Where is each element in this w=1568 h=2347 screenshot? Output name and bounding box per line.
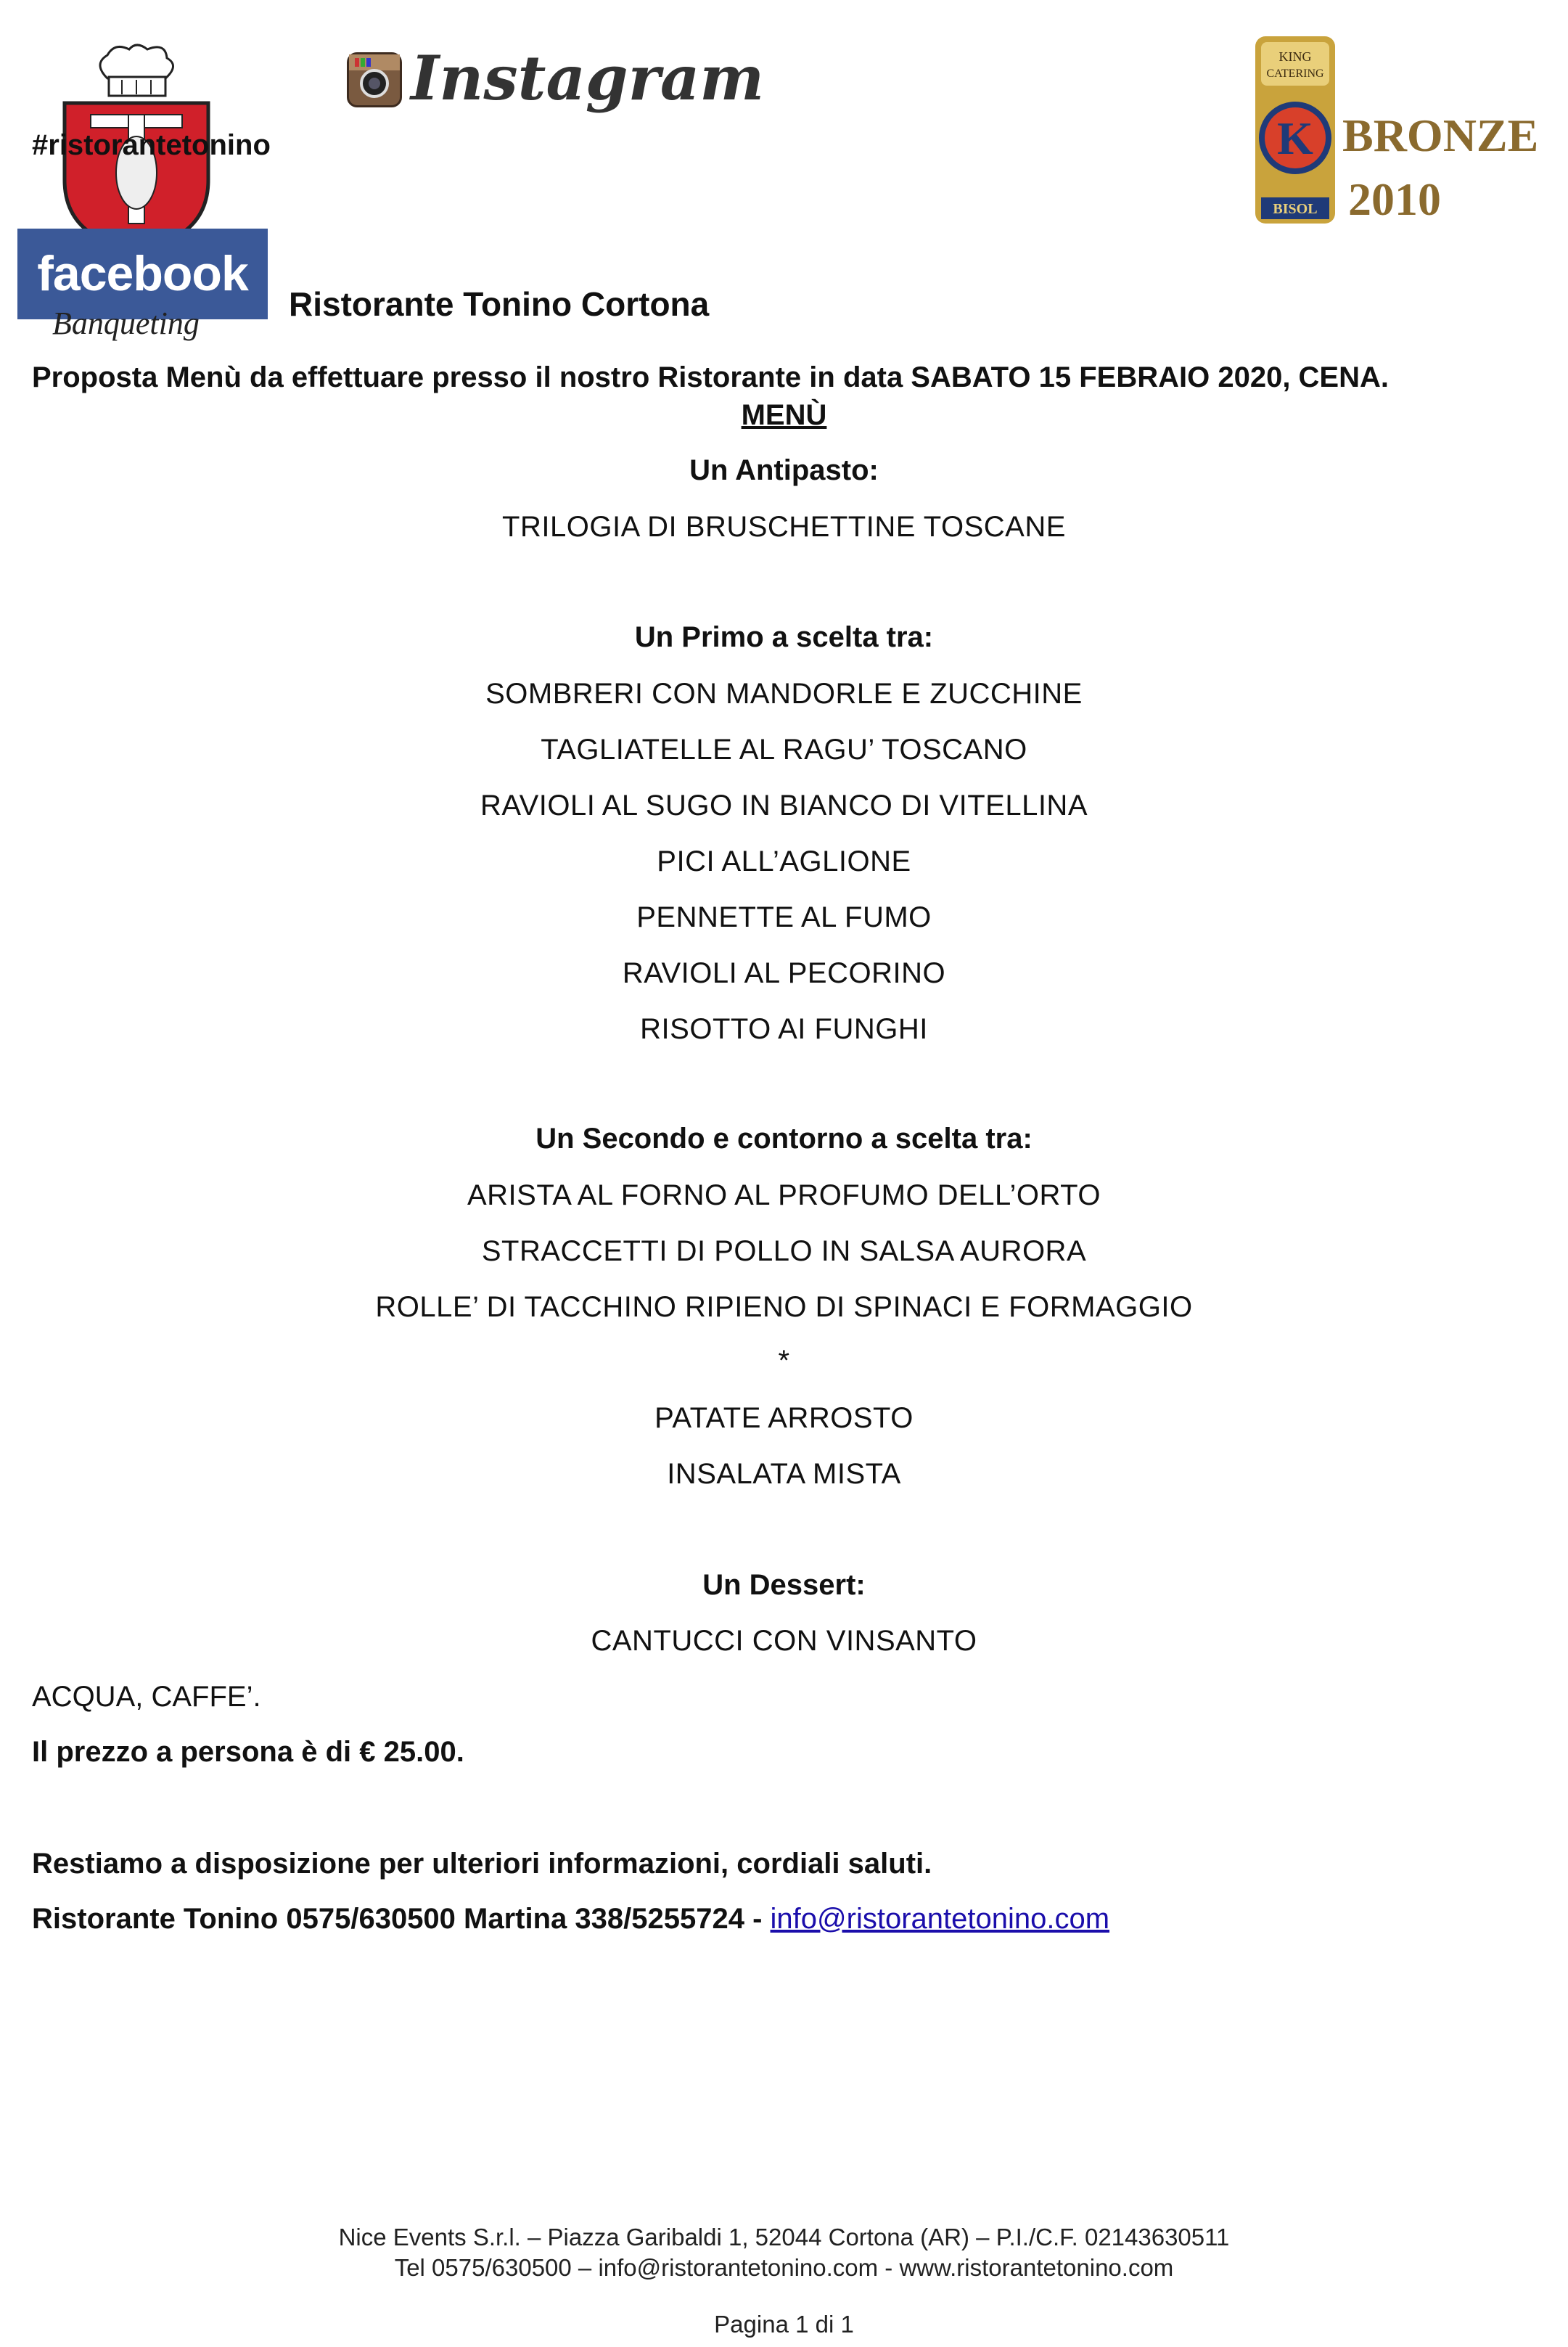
menu-item: RAVIOLI AL PECORINO	[622, 957, 946, 989]
menu-separator: *	[778, 1345, 790, 1377]
facebook-logo[interactable]: facebook	[17, 229, 268, 319]
svg-text:K: K	[1277, 112, 1313, 164]
contact-phones: Ristorante Tonino 0575/630500 Martina 338/5255724 -	[32, 1903, 771, 1935]
dessert-heading: Un Dessert:	[702, 1569, 866, 1601]
chef-hat-icon	[93, 42, 180, 100]
menu-item: PATATE ARROSTO	[654, 1402, 914, 1434]
menu-item: TRILOGIA DI BRUSCHETTINE TOSCANE	[502, 511, 1066, 543]
extras-text: ACQUA, CAFFE’.	[32, 1681, 261, 1713]
contact-line	[32, 1903, 1109, 1936]
hashtag-text: #ristorantetonino	[32, 129, 271, 161]
award-year-label: 2010	[1348, 173, 1441, 225]
menu-heading: MENÙ	[741, 399, 827, 431]
menu-item: PENNETTE AL FUMO	[636, 901, 932, 933]
instagram-icon[interactable]	[347, 52, 402, 107]
antipasto-heading: Un Antipasto:	[689, 454, 879, 486]
menu-intro: Proposta Menù da effettuare presso il nostro Ristorante in data SABATO 15 FEBRAIO 2020, CENA.	[32, 361, 1389, 393]
primo-heading: Un Primo a scelta tra:	[634, 621, 934, 653]
camera-icon	[349, 54, 400, 105]
menu-item: CANTUCCI CON VINSANTO	[591, 1625, 977, 1657]
svg-text:CATERING: CATERING	[1266, 67, 1324, 80]
page-number: Pagina 1 di 1	[714, 2311, 854, 2338]
menu-item: TAGLIATELLE AL RAGU’ TOSCANO	[541, 734, 1027, 766]
footer-company-line: Nice Events S.r.l. – Piazza Garibaldi 1, 52044 Cortona (AR) – P.I./C.F. 02143630511	[338, 2224, 1230, 2250]
banqueting-label: Banqueting	[52, 306, 200, 341]
menu-item: SOMBRERI CON MANDORLE E ZUCCHINE	[485, 678, 1083, 710]
menu-item: RAVIOLI AL SUGO IN BIANCO DI VITELLINA	[480, 790, 1088, 822]
menu-item: RISOTTO AI FUNGHI	[640, 1013, 928, 1045]
instagram-wordmark[interactable]: Instagram	[411, 42, 765, 114]
price-text: Il prezzo a persona è di € 25.00.	[32, 1736, 464, 1768]
closing-text: Restiamo a disposizione per ulteriori informazioni, cordiali saluti.	[32, 1848, 932, 1880]
menu-item: ROLLE’ DI TACCHINO RIPIENO DI SPINACI E FORMAGGIO	[375, 1291, 1193, 1323]
restaurant-title: Ristorante Tonino Cortona	[289, 285, 710, 323]
contact-email-link[interactable]: info@ristorantetonino.com	[770, 1903, 1110, 1935]
king-catering-award-logo	[1248, 36, 1342, 224]
menu-item: ARISTA AL FORNO AL PROFUMO DELL’ORTO	[467, 1179, 1101, 1211]
award-bronze-label: BRONZE	[1342, 110, 1539, 161]
menu-item: STRACCETTI DI POLLO IN SALSA AURORA	[481, 1235, 1087, 1267]
svg-text:BISOL: BISOL	[1273, 201, 1318, 217]
menu-item: INSALATA MISTA	[667, 1458, 901, 1490]
svg-text:KING: KING	[1278, 49, 1312, 64]
secondo-heading: Un Secondo e contorno a scelta tra:	[535, 1123, 1033, 1155]
menu-item: PICI ALL’AGLIONE	[657, 845, 911, 877]
footer-contact-line: Tel 0575/630500 – info@ristorantetonino.com - www.ristorantetonino.com	[394, 2254, 1174, 2281]
